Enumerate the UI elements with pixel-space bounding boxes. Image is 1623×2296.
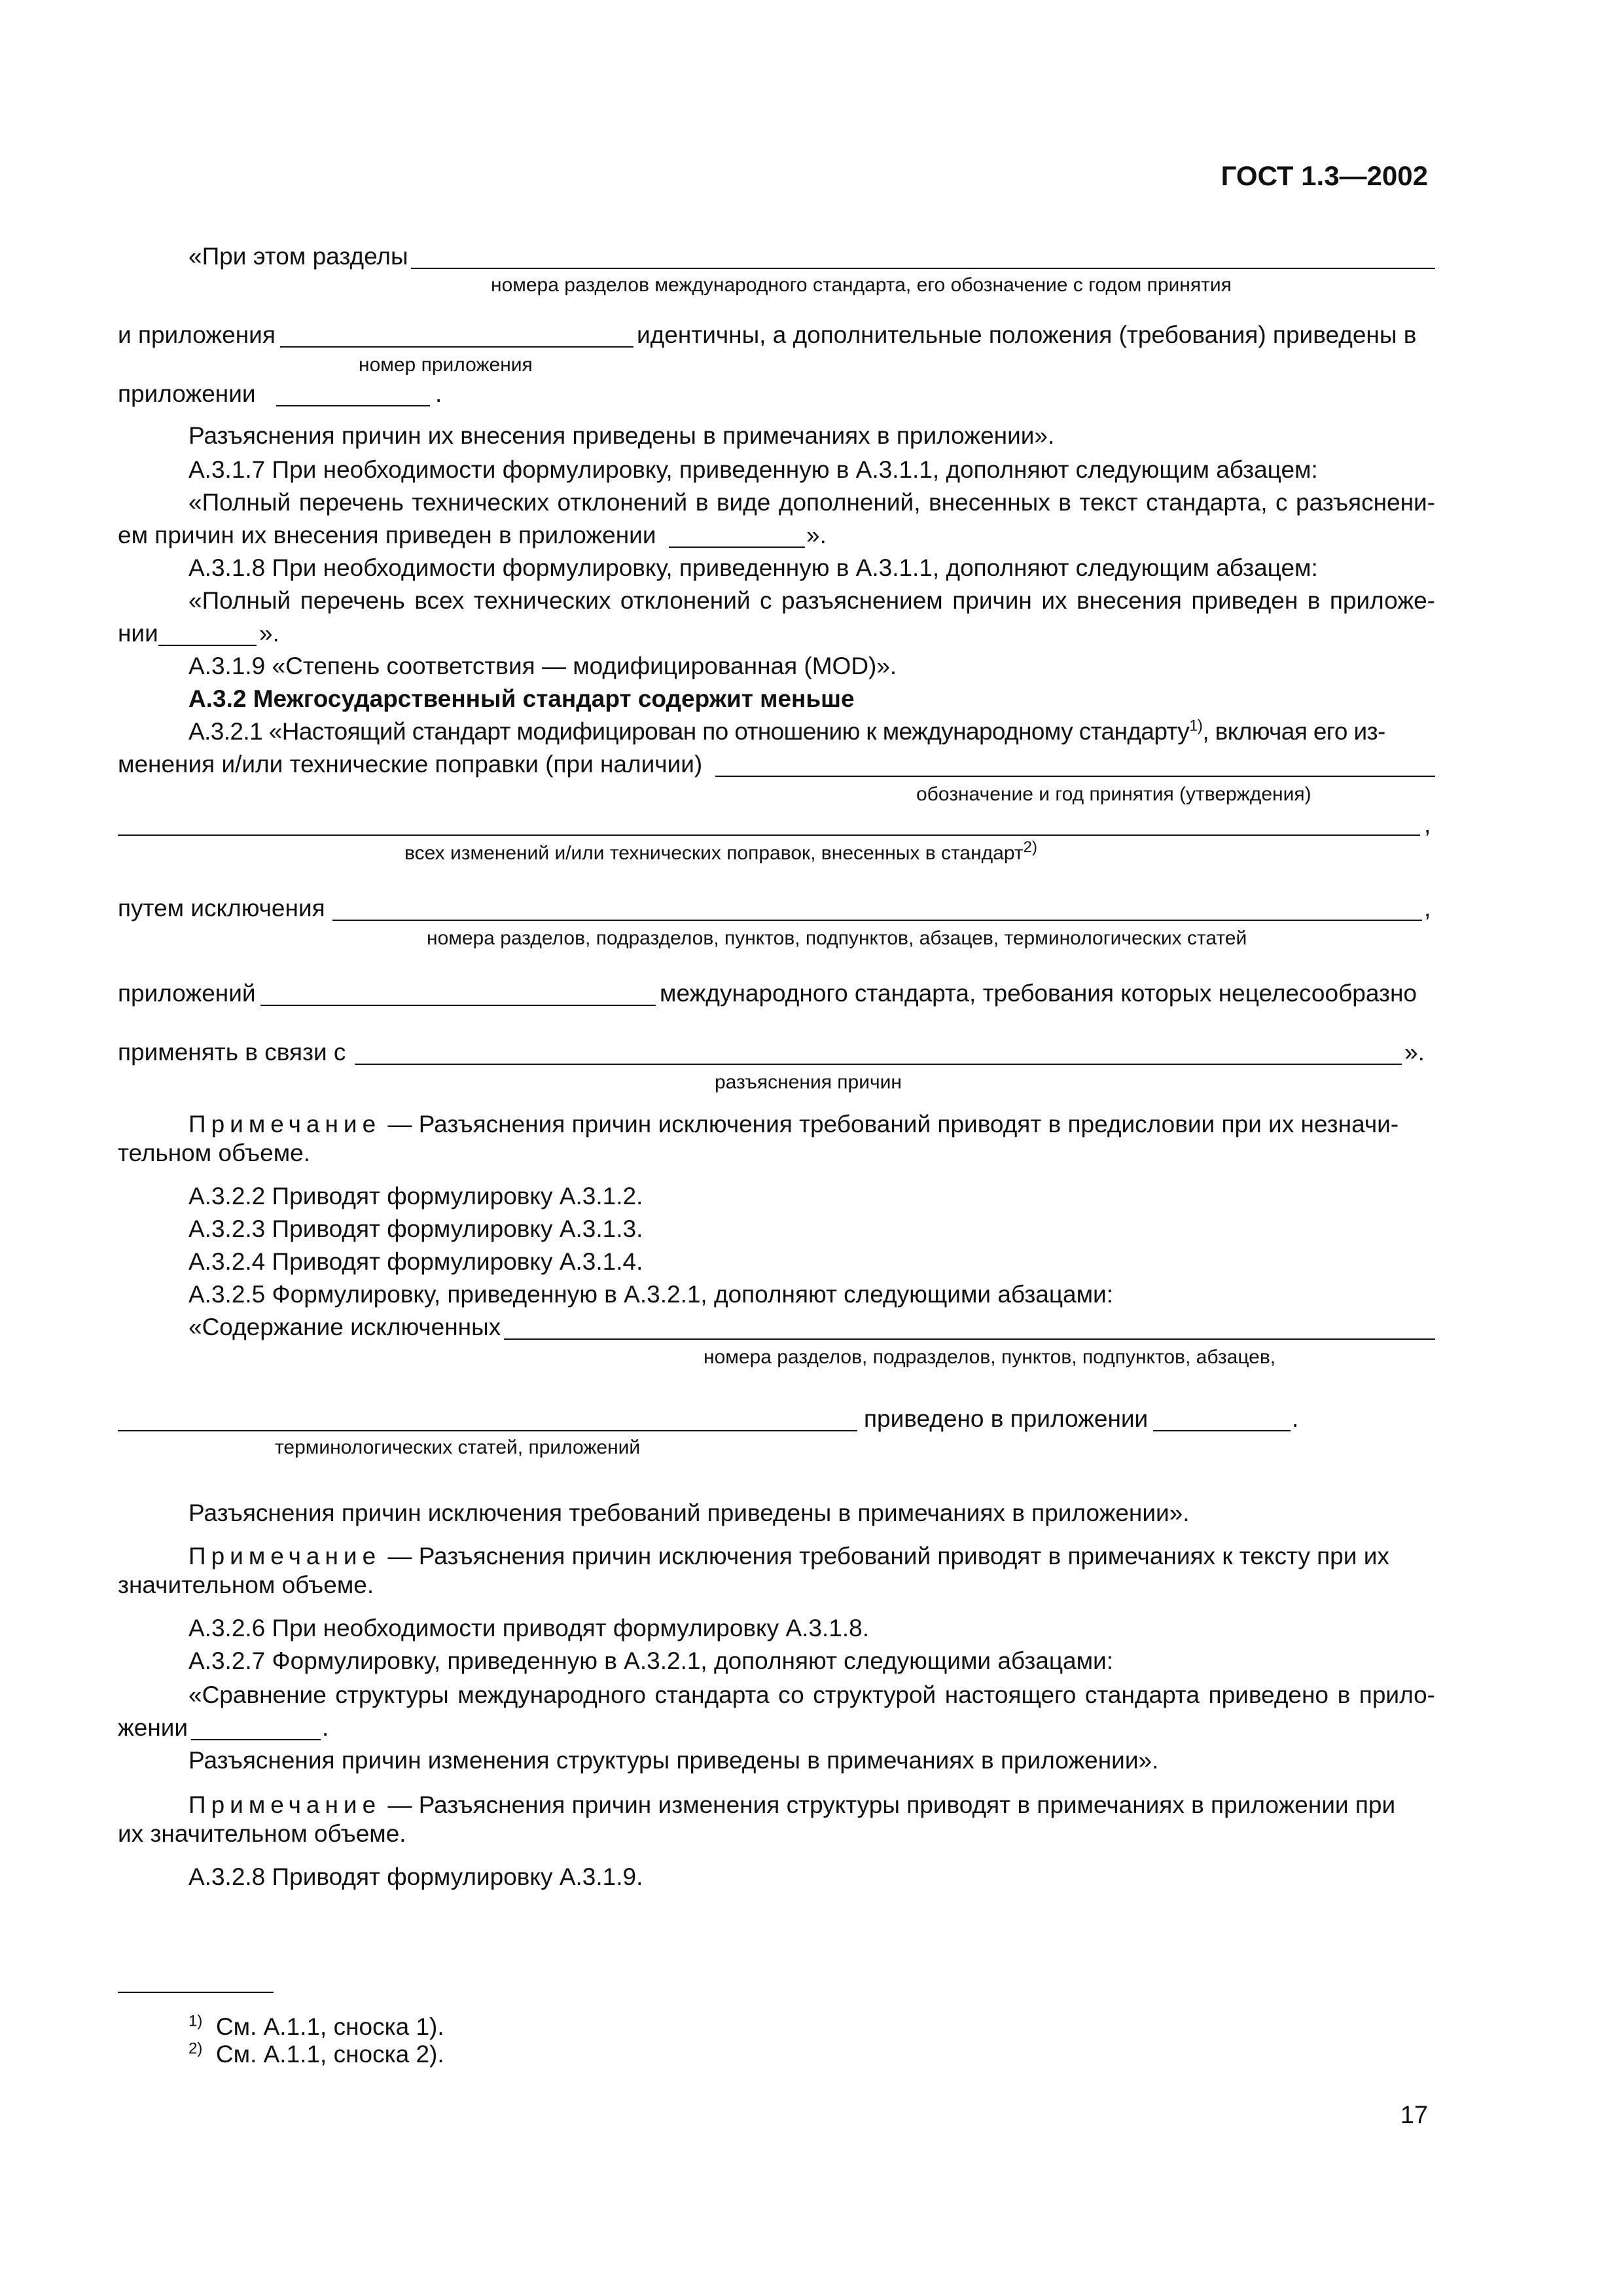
clause-a321-line2: менения и/или технические поправки (при наличии) (118, 751, 703, 778)
clause-a322: А.3.2.2 Приводят формулировку А.3.1.2. (188, 1183, 643, 1210)
blank-line (158, 645, 257, 646)
footnote (188, 2040, 444, 2069)
page-number: 17 (1400, 2102, 1428, 2129)
footnote-ref: 1) (1189, 717, 1203, 735)
note-text-line2: их значительном объеме. (118, 1820, 406, 1847)
blank-line (504, 1338, 1435, 1340)
blank-line (118, 1430, 857, 1431)
clause-a323: А.3.2.3 Приводят формулировку А.3.1.3. (188, 1215, 643, 1242)
blank-line (411, 268, 1435, 269)
content-start: «Содержание исключенных (188, 1314, 501, 1340)
blank-line (260, 1005, 656, 1006)
note-text: — Разъяснения причин исключения требований приводят в предисловии при их незначи- (387, 1111, 1399, 1138)
clause-a327: А.3.2.7 Формулировку, приведенную в А.3.2.1, дополняют следующими абзацами: (188, 1647, 1114, 1674)
field-hint: разъяснения причин (715, 1071, 902, 1093)
clause-a328: А.3.2.8 Приводят формулировку А.3.1.9. (188, 1863, 643, 1890)
note-label: Примечание (188, 1111, 382, 1138)
field-hint: номера разделов, подразделов, пунктов, подпунктов, абзацев, терминологических статей (427, 927, 1247, 949)
period: . (1292, 1405, 1299, 1432)
field-hint: обозначение и год принятия (утверждения) (916, 783, 1311, 805)
appendices-start: приложений (118, 980, 256, 1007)
comma: , (1424, 895, 1431, 922)
note-text-line2: значительном объеме. (118, 1571, 374, 1598)
clause-a321-text-end: , включая его из- (1202, 718, 1385, 745)
note-label: Примечание (188, 1791, 382, 1818)
footnote-text: См. А.1.1, сноска 1). (215, 2013, 444, 2040)
paragraph-appendix-rest: идентичны, а дополнительные положения (требования) приведены в (637, 321, 1417, 348)
field-hint (404, 838, 1037, 865)
quote-line: «Полный перечень технических отклонений в виде дополнений, внесенных в текст стандарта, с разъяснени- (188, 489, 1435, 516)
comma: , (1424, 811, 1431, 838)
blank-line (118, 834, 1420, 836)
blank-line (332, 920, 1422, 921)
period: . (435, 380, 442, 407)
note-label: Примечание (188, 1543, 382, 1570)
blank-line (669, 547, 805, 548)
period: . (322, 1714, 329, 1741)
clause-a317: А.3.1.7 При необходимости формулировку, приведенную в А.3.1.1, дополняют следующим абзацем: (188, 456, 1318, 483)
blank-line (191, 1739, 321, 1740)
quote-line: жении (118, 1714, 188, 1741)
field-hint: номер приложения (359, 354, 533, 376)
document-id: ГОСТ 1.3—2002 (1221, 160, 1428, 191)
footnote-separator (118, 1992, 274, 1993)
given-text: приведено в приложении (864, 1405, 1149, 1432)
appendices-rest: международного стандарта, требования которых нецелесообразно (660, 980, 1417, 1007)
footnote-ref: 2) (1023, 838, 1037, 856)
quote-end: ». (259, 620, 279, 647)
paragraph: Разъяснения причин их внесения приведены в примечаниях в приложении». (188, 422, 1055, 449)
exclusion-start: путем исключения (118, 895, 325, 922)
quote-end: ». (806, 522, 827, 548)
footnote-mark: 1) (188, 2012, 203, 2030)
quote-line: «Полный перечень всех технических отклонений с разъяснением причин их внесения приведен в приложе- (188, 587, 1435, 614)
note-text: — Разъяснения причин изменения структуры приводят в примечаниях в приложении при (387, 1791, 1396, 1818)
field-hint: номера разделов, подразделов, пунктов, подпунктов, абзацев, (704, 1346, 1276, 1368)
quote-line: ем причин их внесения приведен в приложении (118, 522, 656, 548)
blank-line (280, 346, 633, 348)
section-heading-a32: А.3.2 Межгосударственный стандарт содержит меньше (188, 685, 855, 712)
blank-line (1153, 1430, 1291, 1431)
paragraph-sections-start: «При этом разделы (188, 243, 408, 270)
clause-a325: А.3.2.5 Формулировку, приведенную в А.3.2.1, дополняют следующими абзацами: (188, 1281, 1114, 1308)
field-hint: номера разделов международного стандарта, его обозначение с годом принятия (491, 274, 1232, 296)
quote-line: нии (118, 620, 158, 647)
paragraph: Разъяснения причин исключения требований приведены в примечаниях в приложении». (188, 1499, 1190, 1526)
field-hint: терминологических статей, приложений (275, 1437, 641, 1458)
clause-a324: А.3.2.4 Приводят формулировку А.3.1.4. (188, 1248, 643, 1275)
paragraph-appendix-line: приложении (118, 380, 256, 407)
blank-line (276, 405, 430, 406)
note (188, 1110, 1435, 1139)
footnote (188, 2013, 444, 2041)
quote-line: «Сравнение структуры международного стандарта со структурой настоящего стандарта приведено в прило- (188, 1681, 1435, 1708)
field-hint-text: всех изменений и/или технических поправок, внесенных в стандарт (404, 842, 1024, 864)
clause-a321-text: А.3.2.1 «Настоящий стандарт модифицирован по отношению к международному стандарту (188, 718, 1190, 745)
blank-line (355, 1064, 1402, 1065)
apply-start: применять в связи с (118, 1039, 346, 1066)
footnote-text: См. А.1.1, сноска 2). (215, 2041, 444, 2068)
note-text-line2: тельном объеме. (118, 1139, 311, 1166)
note (188, 1791, 1435, 1820)
blank-line (715, 776, 1435, 777)
quote-end: ». (1404, 1039, 1425, 1066)
clause-a321 (188, 717, 1385, 746)
note (188, 1542, 1435, 1571)
paragraph: Разъяснения причин изменения структуры приведены в примечаниях в приложении». (188, 1747, 1159, 1774)
clause-a326: А.3.2.6 При необходимости приводят формулировку А.3.1.8. (188, 1615, 869, 1641)
clause-a318: А.3.1.8 При необходимости формулировку, приведенную в А.3.1.1, дополняют следующим абзацем: (188, 554, 1318, 581)
footnote-mark: 2) (188, 2039, 203, 2058)
clause-a319: А.3.1.9 «Степень соответствия — модифицированная (MOD)». (188, 653, 897, 679)
note-text: — Разъяснения причин исключения требований приводят в примечаниях к тексту при их (387, 1543, 1389, 1570)
paragraph-appendix-start: и приложения (118, 321, 276, 348)
